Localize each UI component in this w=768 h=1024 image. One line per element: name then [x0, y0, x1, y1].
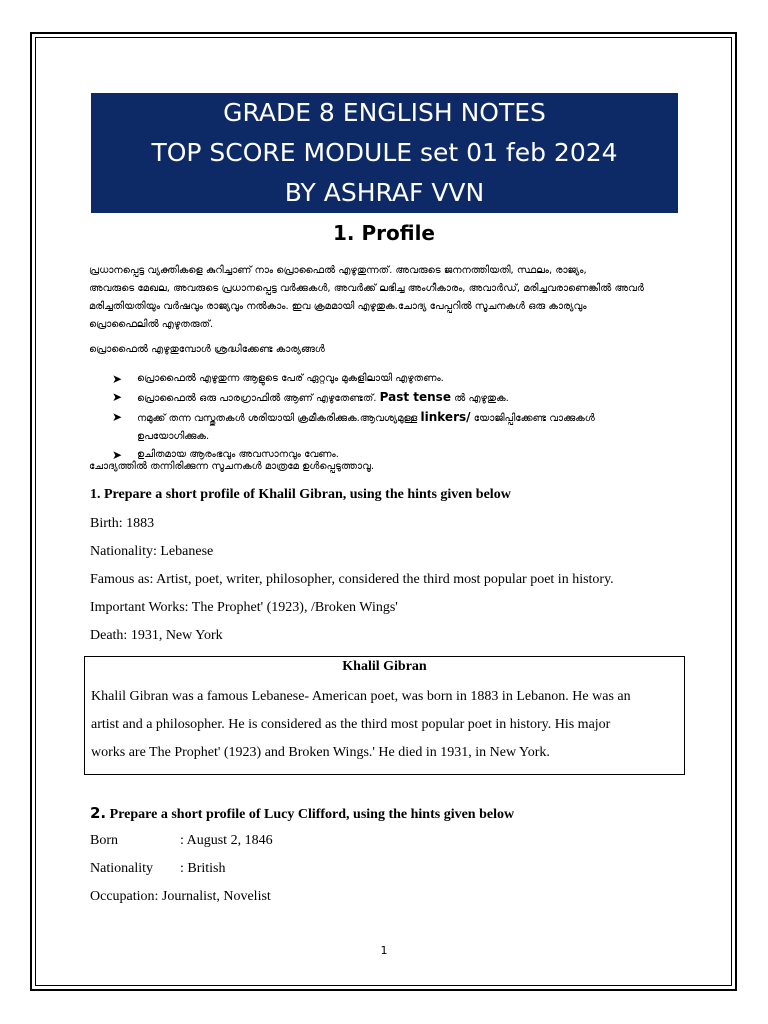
guideline-text: ഉചിതമായ ആരംഭവും അവസാനവും വേണം.	[137, 449, 339, 460]
title-banner	[91, 93, 678, 213]
guidelines-list	[112, 370, 672, 464]
banner-line-2: TOP SCORE MODULE set 01 feb 2024	[151, 138, 618, 167]
intro-line-4: പ്രൊഫൈലിൽ എഴുതരുത്.	[89, 319, 214, 330]
guideline-text: നമുക്ക് തന്ന വസ്തുതകൾ ശരിയായി ക്രമീകരിക്കുക.ആവശ്യമുള്ള	[137, 413, 418, 424]
hints-note: ചോദ്യത്തിൽ തന്നിരിക്കുന്ന സൂചനകൾ മാത്രമേ ഉൾപ്പെടുത്താവൂ.	[89, 461, 375, 472]
intro-line-3: മരിച്ചതിയതിയും വർഷവും രാജ്യവും നൽകാം. ഇവ ക്രമമായി എഴുതുക.ചോദ്യ പേപ്പറിൽ സൂചനകൾ ഒരു കാര്യവും	[89, 301, 587, 312]
q2-nationality-label: Nationality	[90, 861, 153, 876]
arrow-bullet-icon: ➤	[112, 410, 123, 424]
q2-nationality-value: : British	[180, 861, 226, 876]
q1-important-works: Important Works: The Prophet' (1923), /Broken Wings'	[90, 600, 398, 615]
banner-line-1: GRADE 8 ENGLISH NOTES	[223, 98, 546, 127]
answer-line-1: Khalil Gibran was a famous Lebanese- American poet, was born in 1883 in Lebanon. He was an	[91, 689, 631, 704]
question-2-heading	[90, 804, 514, 823]
q2-born	[90, 833, 273, 849]
guideline-text: ൽ എഴുതുക.	[454, 393, 509, 404]
guideline-text: പ്രൊഫൈൽ ഒരു പാരഗ്രാഫിൽ ആണ് എഴുതേണ്ടത്.	[137, 393, 377, 404]
answer-body	[91, 683, 681, 767]
q2-nationality	[90, 861, 226, 877]
question-2-number: 2.	[90, 804, 107, 822]
section-title: 1. Profile	[333, 221, 435, 245]
guideline-text-continued: ഉപയോഗിക്കുക.	[137, 431, 210, 442]
q1-nationality: Nationality: Lebanese	[90, 544, 214, 559]
guideline-text: പ്രൊഫൈൽ എഴുതുന്ന ആളുടെ പേര് ഏറ്റവും മുകളിലായി എഴുതണം.	[137, 373, 444, 384]
q2-occupation: Occupation: Journalist, Novelist	[90, 889, 271, 904]
answer-line-3: works are The Prophet' (1923) and Broken Wings.' He died in 1931, in New York.	[91, 745, 550, 760]
q1-birth: Birth: 1883	[90, 516, 155, 531]
q2-born-value: : August 2, 1846	[180, 833, 273, 848]
intro-paragraph	[89, 262, 689, 334]
intro-line-1: പ്രധാനപ്പെട്ട വ്യക്തികളെ കുറിച്ചാണ് നാം പ്രൊഫൈൽ എഴുതുന്നത്. അവരുടെ ജനനത്തിയതി, സ്ഥലം, രാജ്യം,	[89, 265, 587, 276]
q2-born-label: Born	[90, 833, 118, 848]
question-1-heading: 1. Prepare a short profile of Khalil Gibran, using the hints given below	[90, 487, 511, 502]
arrow-bullet-icon: ➤	[112, 390, 123, 404]
page-number: 1	[380, 944, 388, 957]
arrow-bullet-icon: ➤	[112, 372, 123, 386]
guideline-item	[112, 370, 672, 388]
answer-line-2: artist and a philosopher. He is considered as the third most popular poet in history. His major	[91, 717, 611, 732]
q1-famous-as: Famous as: Artist, poet, writer, philosopher, considered the third most popular poet in history.	[90, 572, 614, 587]
answer-title: Khalil Gibran	[342, 659, 427, 674]
arrow-bullet-icon: ➤	[112, 448, 123, 462]
guideline-emphasis: linkers/	[420, 410, 471, 424]
intro-line-2: അവരുടെ മേഖല, അവരുടെ പ്രധാനപ്പെട്ട വർക്കുകൾ, അവർക്ക് ലഭിച്ച അംഗീകാരം, അവാർഡ്, മരിച്ചവരാണെങ്കിൽ അവർ	[89, 283, 644, 294]
guidelines-heading: പ്രൊഫൈൽ എഴുതുമ്പോൾ ശ്രദ്ധിക്കേണ്ട കാര്യങ്ങൾ	[89, 344, 325, 355]
guideline-text: യോജിപ്പിക്കേണ്ട വാക്കുകൾ	[473, 413, 595, 424]
guideline-item	[112, 408, 672, 446]
answer-box	[84, 656, 685, 775]
q1-death: Death: 1931, New York	[90, 628, 223, 643]
question-2-text: Prepare a short profile of Lucy Clifford, using the hints given below	[109, 807, 515, 822]
guideline-emphasis: Past tense	[379, 390, 451, 404]
banner-line-3: BY ASHRAF VVN	[284, 178, 485, 207]
guideline-item	[112, 388, 672, 408]
